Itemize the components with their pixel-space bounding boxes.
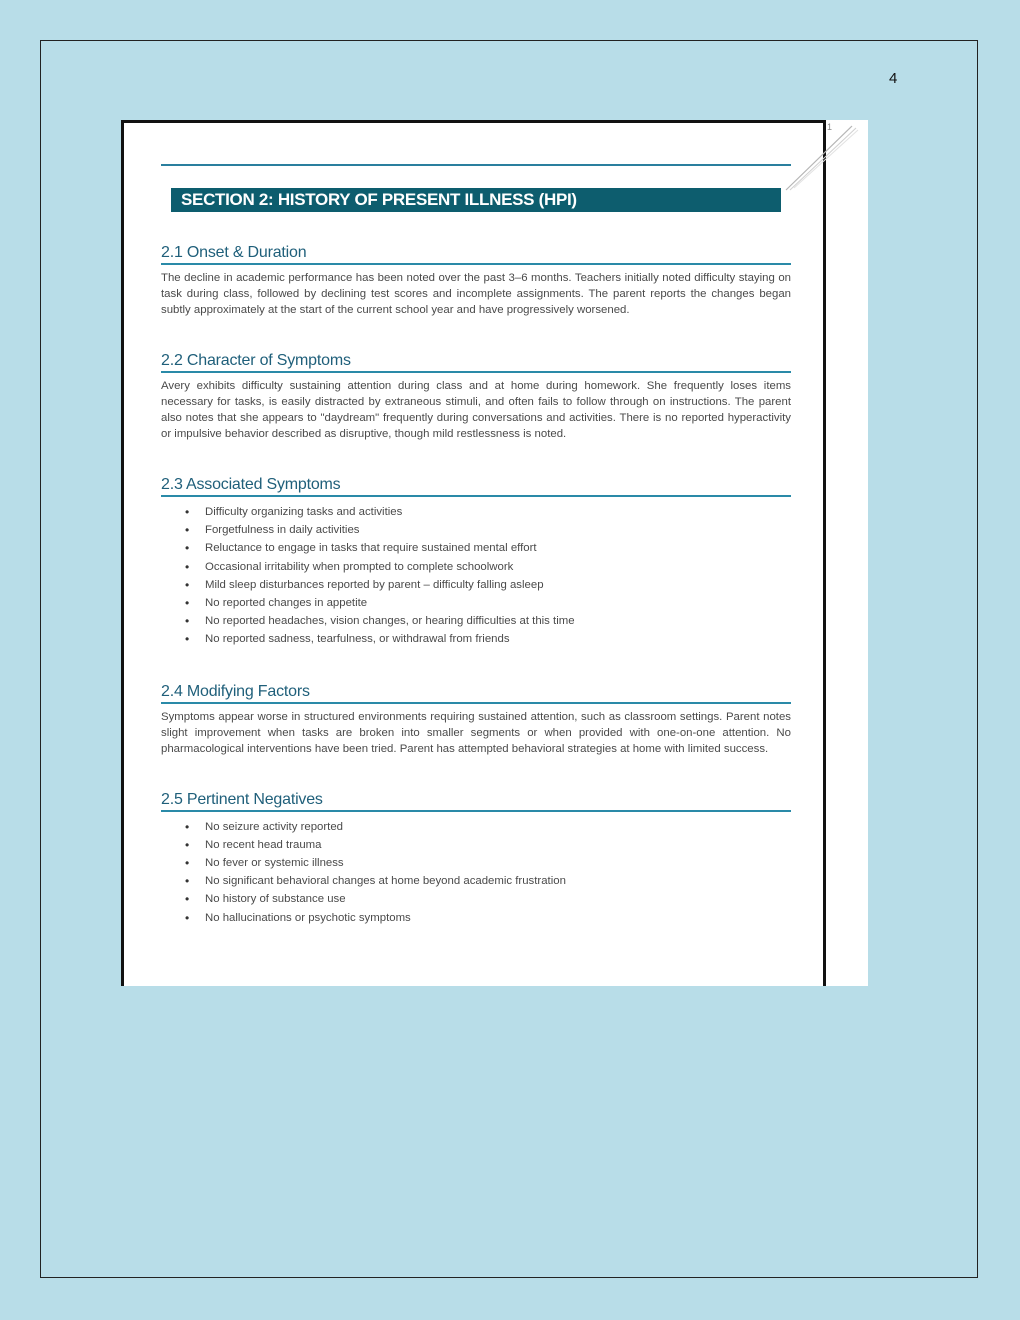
paragraph-modifying-factors: Symptoms appear worse in structured environments requiring sustained attention, such as classroom settings. Parent notes slight improvement when tasks are broken into smaller segments or when provided with one-on-one attention. No pharmacological interventions have been tried. Parent has attempted behavioral strategies at home with limited success.: [161, 710, 791, 755]
list-item: • Mild sleep disturbances reported by parent – difficulty falling asleep: [185, 576, 791, 594]
list-item: • No history of substance use: [185, 890, 791, 908]
list-item: • No reported headaches, vision changes, or hearing difficulties at this time: [185, 612, 791, 630]
paragraph-character-of-symptoms: Avery exhibits difficulty sustaining attention during class and at home during homework. She frequently loses items necessary for tasks, is easily distracted by extraneous stimuli, and often fails to follow through on instructions. The parent also notes that she appears to "daydream" frequently during conversations and activities. There is no reported hyperactivity or impulsive behavior described as disruptive, though mild restlessness is noted.: [161, 380, 791, 440]
top-rule: [161, 164, 791, 166]
document-content: [161, 164, 791, 927]
list-item: • No seizure activity reported: [185, 818, 791, 836]
section-title: SECTION 2: HISTORY OF PRESENT ILLNESS (HPI): [171, 188, 781, 212]
list-item: • Forgetfulness in daily activities: [185, 521, 791, 539]
list-item: • No reported changes in appetite: [185, 594, 791, 612]
embedded-document-image: [121, 120, 868, 986]
page-curl-icon: [780, 122, 860, 192]
list-associated-symptoms: [161, 503, 791, 649]
list-item: • No reported sadness, tearfulness, or withdrawal from friends: [185, 630, 791, 648]
corner-mark: 1: [827, 122, 833, 132]
heading-associated-symptoms: 2.3 Associated Symptoms: [161, 476, 791, 497]
heading-pertinent-negatives: 2.5 Pertinent Negatives: [161, 791, 791, 812]
heading-modifying-factors: 2.4 Modifying Factors: [161, 683, 791, 704]
list-item: • No recent head trauma: [185, 836, 791, 854]
list-item: • Difficulty organizing tasks and activities: [185, 503, 791, 521]
page-number: 4: [889, 70, 898, 87]
list-item: • Occasional irritability when prompted to complete schoolwork: [185, 558, 791, 576]
list-item: • No fever or systemic illness: [185, 854, 791, 872]
list-pertinent-negatives: [161, 818, 791, 927]
paragraph-onset-duration: The decline in academic performance has been noted over the past 3–6 months. Teachers initially noted difficulty staying on task during class, followed by declining test scores and incomplete assignments. The parent reports the changes began subtly approximately at the start of the current school year and have progressively worsened.: [161, 272, 791, 316]
list-item: • No hallucinations or psychotic symptoms: [185, 909, 791, 927]
list-item: • No significant behavioral changes at home beyond academic frustration: [185, 872, 791, 890]
list-item: • Reluctance to engage in tasks that require sustained mental effort: [185, 539, 791, 557]
heading-character-of-symptoms: 2.2 Character of Symptoms: [161, 352, 791, 373]
heading-onset-duration: 2.1 Onset & Duration: [161, 244, 791, 265]
